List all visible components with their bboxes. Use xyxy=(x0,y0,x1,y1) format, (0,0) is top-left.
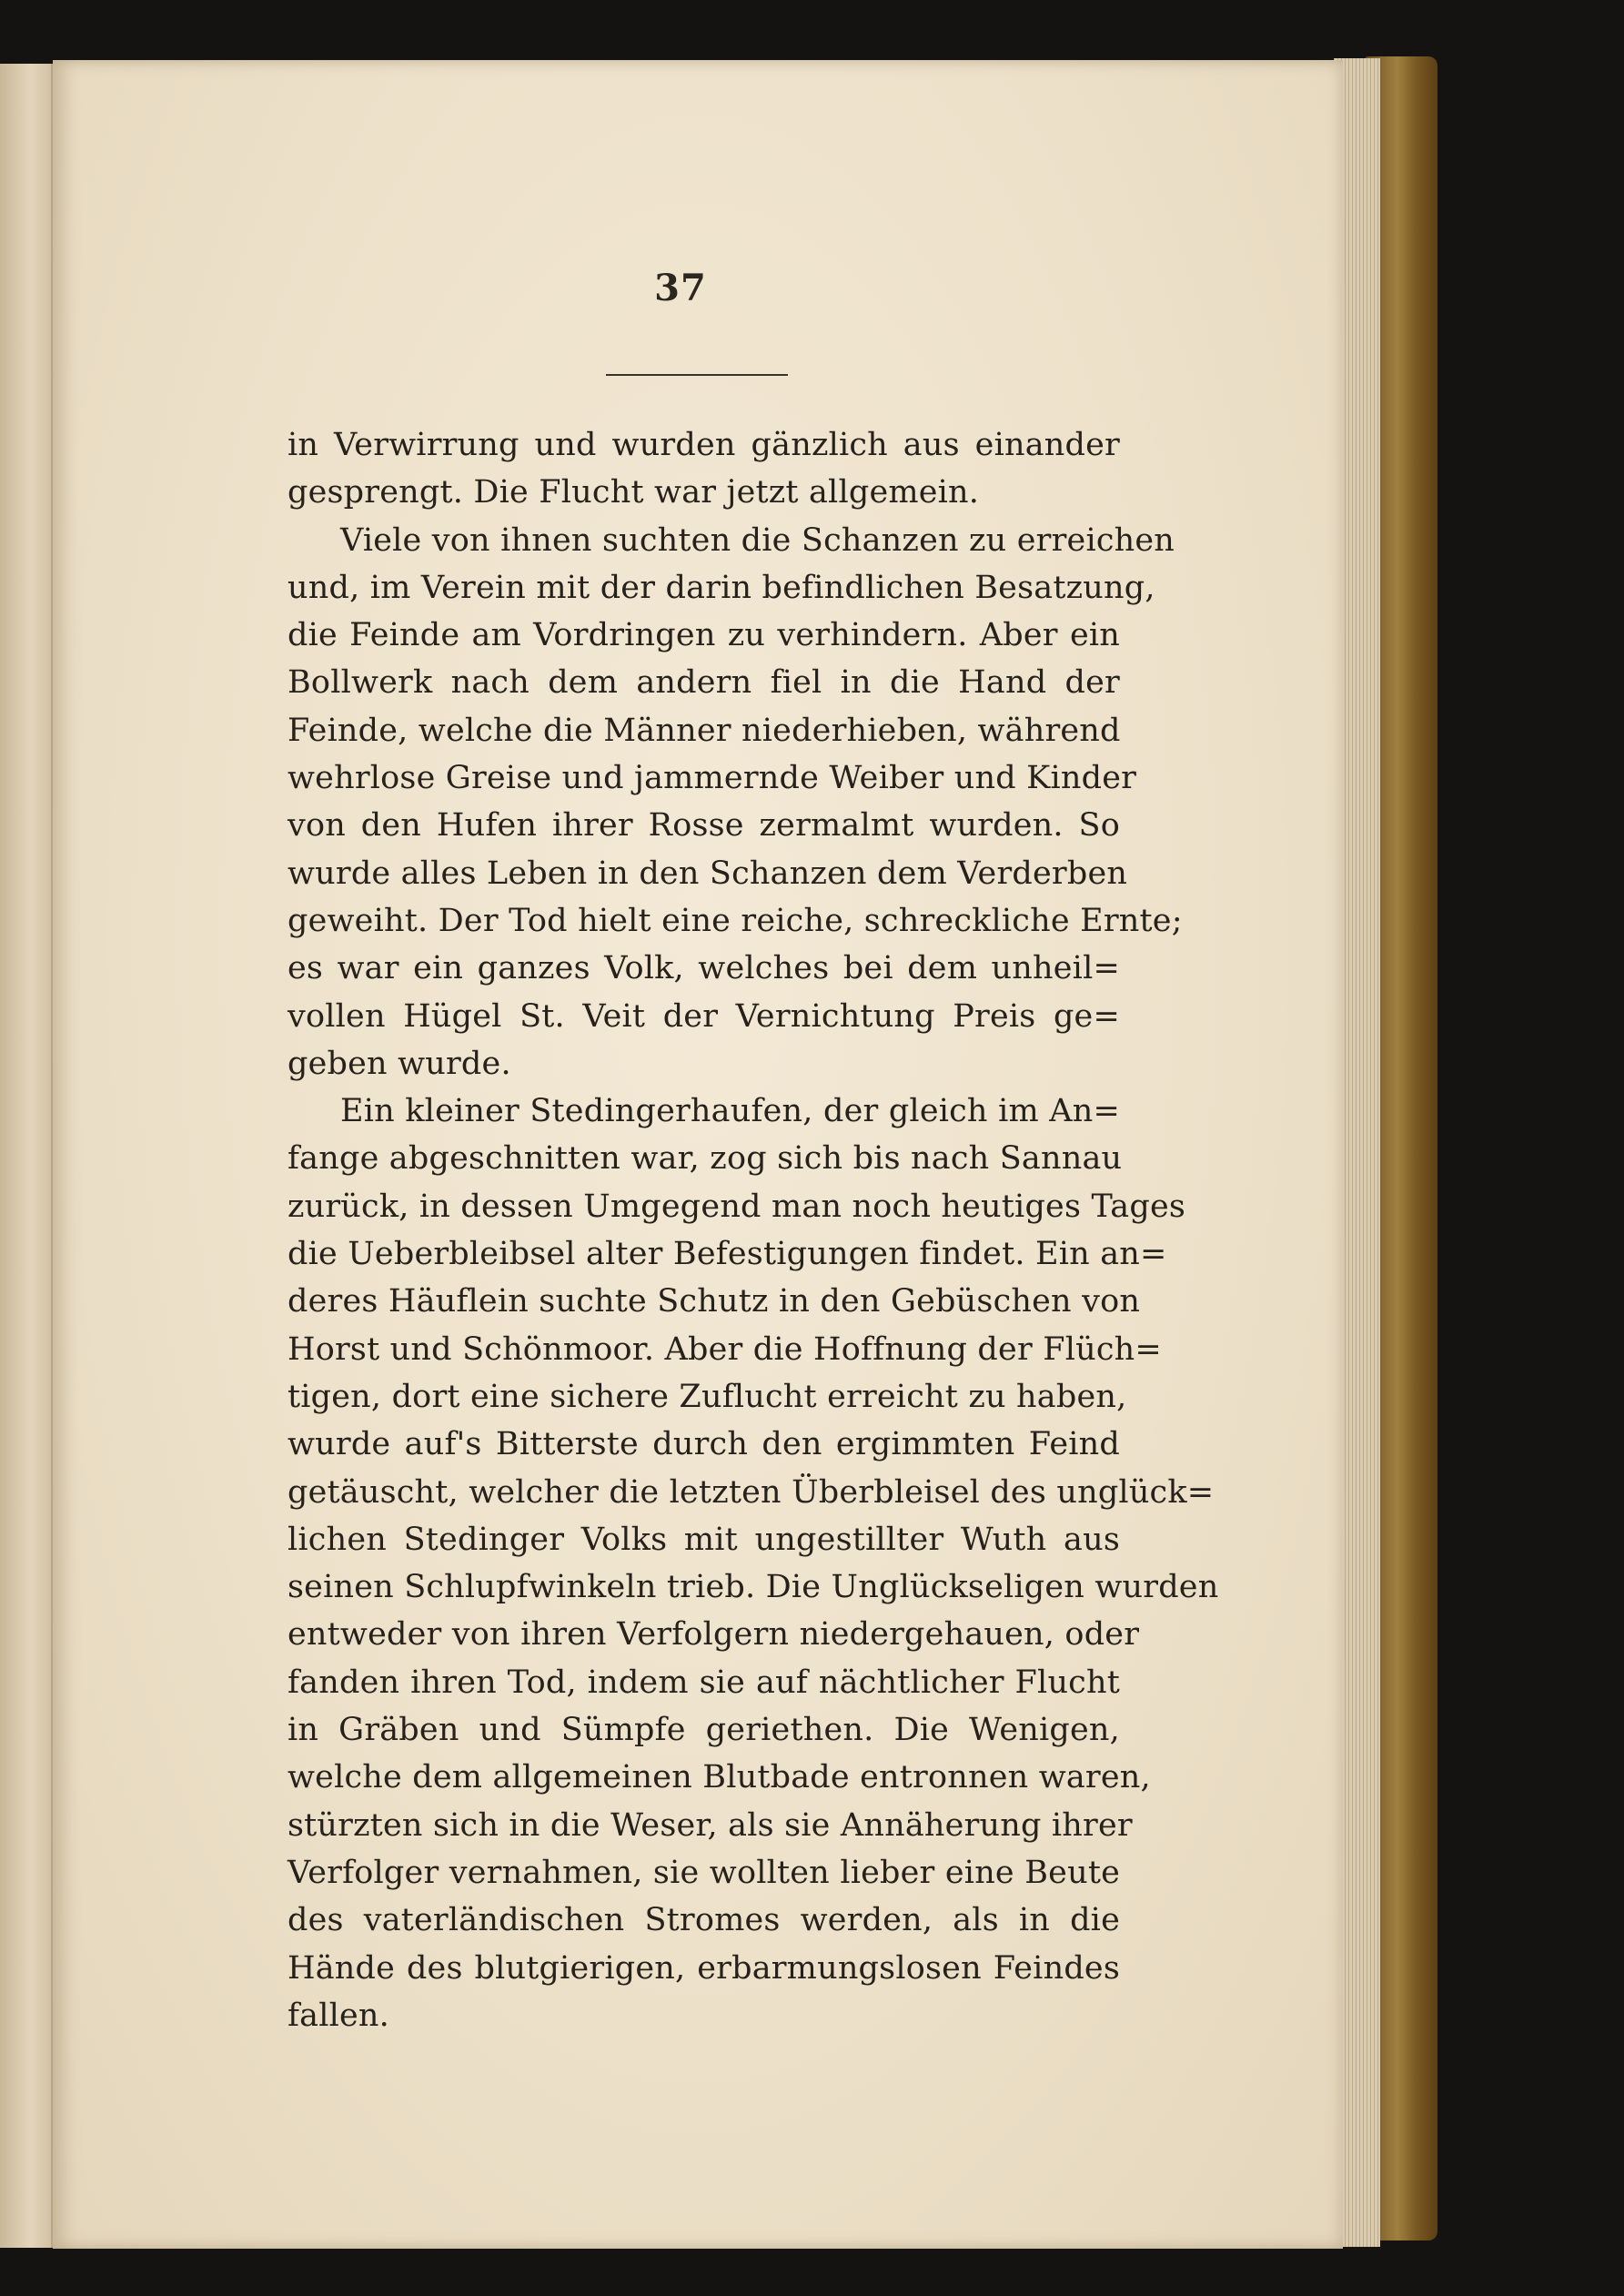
text-line: die Ueberbleibsel alter Befestigungen findet. Ein an= xyxy=(287,1236,1167,1273)
text-line: Viele von ihnen suchten die Schanzen zu erreichen xyxy=(340,521,1175,559)
text-line: und, im Verein mit der darin befindlichen Besatzung, xyxy=(287,569,1155,606)
text-line: in Verwirrung und wurden gänzlich aus einander xyxy=(287,427,1120,463)
text-line: wurde alles Leben in den Schanzen dem Verderben xyxy=(287,855,1128,892)
text-line: die Feinde am Vordringen zu verhindern. Aber ein xyxy=(287,617,1120,654)
text-line: welche dem allgemeinen Blutbade entronnen waren, xyxy=(287,1759,1151,1796)
text-line: deres Häuflein suchte Schutz in den Gebüschen von xyxy=(287,1283,1141,1320)
text-line: Hände des blutgierigen, erbarmungslosen Feindes xyxy=(287,1949,1120,1987)
text-line: Ein kleiner Stedingerhaufen, der gleich im An= xyxy=(340,1093,1120,1130)
text-line: geben wurde. xyxy=(287,1045,511,1082)
text-line: zurück, in dessen Umgegend man noch heutiges Tages xyxy=(287,1188,1186,1225)
text-line: vollen Hügel St. Veit der Vernichtung Preis ge= xyxy=(287,997,1120,1035)
text-line: stürzten sich in die Weser, als sie Annäherung ihrer xyxy=(287,1806,1133,1844)
text-line: geweiht. Der Tod hielt eine reiche, schreckliche Ernte; xyxy=(287,902,1183,939)
text-line: lichen Stedinger Volks mit ungestillter Wuth aus xyxy=(287,1521,1120,1558)
text-line: tigen, dort eine sichere Zuflucht erreicht zu haben, xyxy=(287,1378,1127,1415)
text-line: fanden ihren Tod, indem sie auf nächtlicher Flucht xyxy=(287,1664,1120,1701)
text-line: Feinde, welche die Männer niederhieben, während xyxy=(287,712,1121,749)
text-line: seinen Schlupfwinkeln trieb. Die Unglückseligen wurden xyxy=(287,1569,1219,1606)
text-line: es war ein ganzes Volk, welches bei dem unheil= xyxy=(287,950,1120,987)
text-line: fallen. xyxy=(287,1997,389,2034)
text-line: Horst und Schönmoor. Aber die Hoffnung der Flüch= xyxy=(287,1330,1162,1368)
page-number: 37 xyxy=(654,267,707,309)
text-line: Verfolger vernahmen, sie wollten lieber eine Beute xyxy=(287,1854,1120,1891)
text-line: von den Hufen ihrer Rosse zermalmt wurden. So xyxy=(287,807,1120,845)
text-line: in Gräben und Sümpfe geriethen. Die Wenigen, xyxy=(287,1712,1120,1749)
left-page-edge xyxy=(0,64,53,2248)
text-line: des vaterländischen Stromes werden, als in die xyxy=(287,1902,1120,1939)
text-line: entweder von ihren Verfolgern niedergehauen, oder xyxy=(287,1616,1140,1654)
book-page xyxy=(53,60,1343,2249)
text-line: gesprengt. Die Flucht war jetzt allgemein. xyxy=(287,474,980,511)
text-line: fange abgeschnitten war, zog sich bis nach Sannau xyxy=(287,1140,1123,1178)
text-line: wehrlose Greise und jammernde Weiber und Kinder xyxy=(287,760,1137,797)
text-line: Bollwerk nach dem andern fiel in die Hand der xyxy=(287,664,1120,702)
text-line: getäuscht, welcher die letzten Überbleisel des unglück= xyxy=(287,1473,1215,1511)
header-rule xyxy=(606,374,788,376)
body-text xyxy=(287,421,1219,2039)
text-line: wurde auf's Bitterste durch den ergimmten Feind xyxy=(287,1426,1120,1463)
